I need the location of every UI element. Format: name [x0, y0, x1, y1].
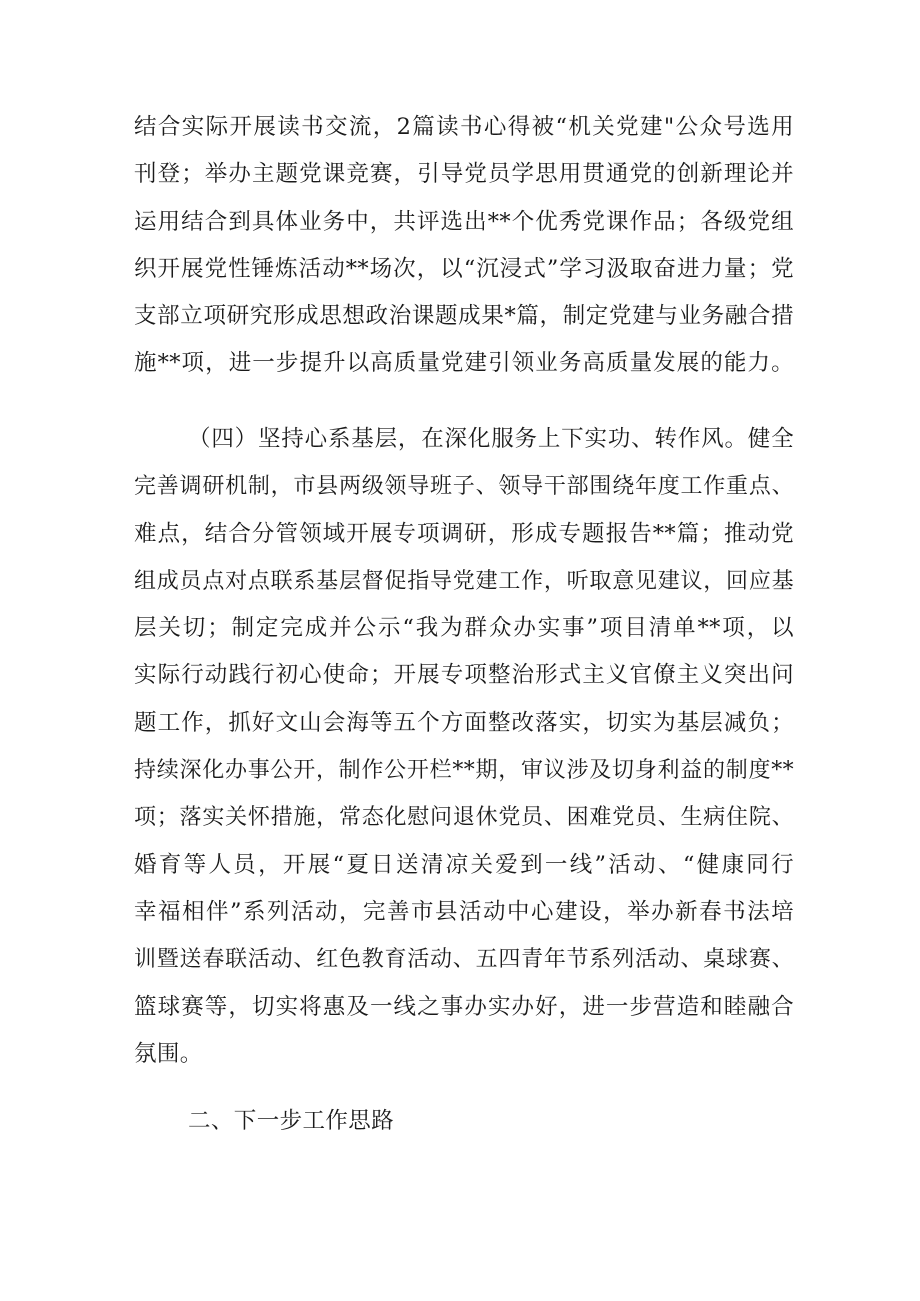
text-line: 施**项，进一步提升以高质量党建引领业务高质量发展的能力。 — [134, 350, 794, 377]
text-line: 支部立项研究形成思想政治课题成果*篇，制定党建与业务融合措 — [134, 303, 794, 330]
text-line: 氛围。 — [134, 1040, 203, 1067]
paragraph-grassroots-service — [134, 416, 794, 1078]
text-line: 实际行动践行初心使命；开展专项整治形式主义官僚主义突出问 — [134, 662, 794, 689]
text-line: 组成员点对点联系基层督促指导党建工作，听取意见建议，回应基 — [134, 568, 794, 594]
text-line: 运用结合到具体业务中，共评选出**个优秀党课作品；各级党组 — [134, 208, 794, 235]
text-line: 结合实际开展读书交流，2篇读书心得被“机关党建"公众号选用 — [134, 114, 794, 140]
text-line: 完善调研机制，市县两级领导班子、领导干部围绕年度工作重点、 — [134, 474, 794, 500]
text-line: 题工作，抓好文山会海等五个方面整改落实，切实为基层减负； — [134, 709, 794, 736]
paragraph-reading-exchange — [134, 104, 794, 388]
text-line: 项；落实关怀措施，常态化慰问退休党员、困难党员、生病住院、 — [134, 805, 794, 831]
text-line: 织开展党性锤炼活动**场次，以“沉浸式”学习汲取奋进力量；党 — [134, 255, 794, 282]
text-line: （四）坚持心系基层，在深化服务上下实功、转作风。健全 — [188, 426, 794, 452]
text-line: 婚育等人员，开展“夏日送清凉关爱到一线”活动、“健康同行 — [134, 851, 794, 878]
section-heading-next-steps: 二、下一步工作思路 — [188, 1108, 395, 1134]
text-line: 持续深化办事公开，制作公开栏**期，审议涉及切身利益的制度** — [134, 758, 794, 784]
text-line: 刊登；举办主题党课竞赛，引导党员学思用贯通党的创新理论并 — [134, 161, 794, 188]
text-line: 训暨送春联活动、红色教育活动、五四青年节系列活动、桌球赛、 — [134, 947, 794, 973]
text-line: 篮球赛等，切实将惠及一线之事办实办好，进一步营造和睦融合 — [134, 993, 794, 1020]
text-line: 幸福相伴”系列活动，完善市县活动中心建设，举办新春书法培 — [134, 898, 794, 925]
text-line: 难点，结合分管领域开展专项调研，形成专题报告**篇；推动党 — [134, 520, 794, 547]
text-line: 层关切；制定完成并公示“我为群众办实事”项目清单**项，以 — [134, 615, 794, 642]
